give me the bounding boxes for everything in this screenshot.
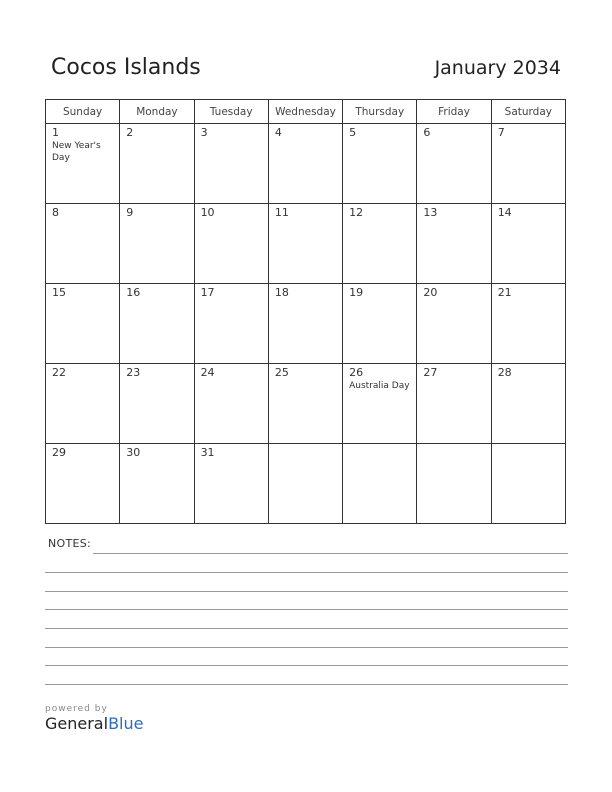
day-cell	[46, 364, 120, 444]
calendar-month-title: January 2034	[434, 57, 561, 79]
calendar-body	[46, 124, 566, 524]
notes-line	[45, 591, 568, 592]
notes-label: NOTES:	[48, 537, 92, 550]
brand-name-general: General	[45, 714, 109, 733]
day-number: 24	[200, 366, 215, 379]
day-cell	[491, 284, 565, 364]
generalblue-logo	[45, 704, 143, 733]
notes-line	[45, 665, 568, 666]
day-number: 8	[52, 206, 59, 219]
day-cell	[194, 124, 268, 204]
day-cell	[491, 364, 565, 444]
day-cell	[120, 204, 194, 284]
day-cell	[268, 444, 342, 524]
day-number: 15	[52, 286, 66, 299]
day-cell	[268, 364, 342, 444]
day-cell	[491, 124, 565, 204]
calendar-location-title: Cocos Islands	[51, 55, 201, 80]
day-number: 11	[274, 206, 289, 219]
day-number: 30	[126, 446, 141, 459]
weekday-header: Thursday	[343, 100, 417, 124]
weekday-header: Saturday	[491, 100, 565, 124]
day-number: 14	[497, 206, 512, 219]
day-number: 22	[52, 366, 66, 379]
day-number: 27	[423, 366, 438, 379]
day-cell	[268, 204, 342, 284]
day-number: 3	[200, 126, 208, 139]
day-cell	[46, 444, 120, 524]
day-cell	[491, 204, 565, 284]
day-number: 28	[497, 366, 512, 379]
day-cell	[268, 124, 342, 204]
notes-line	[45, 628, 568, 629]
day-number: 19	[349, 286, 364, 299]
day-cell	[120, 364, 194, 444]
day-number: 1	[52, 126, 59, 139]
day-cell	[46, 124, 120, 204]
day-cell	[343, 444, 417, 524]
day-number: 18	[274, 286, 289, 299]
day-number: 12	[349, 206, 364, 219]
day-number: 25	[274, 366, 289, 379]
day-number: 21	[497, 286, 512, 299]
day-cell	[120, 124, 194, 204]
day-number: 17	[200, 286, 215, 299]
brand-name	[45, 714, 143, 733]
day-number: 20	[423, 286, 438, 299]
day-number: 13	[423, 206, 438, 219]
day-number: 31	[200, 446, 215, 459]
day-number: 6	[423, 126, 431, 139]
weekday-header: Monday	[120, 100, 194, 124]
day-number: 16	[126, 286, 141, 299]
calendar-grid	[45, 99, 566, 524]
weekday-header: Sunday	[46, 100, 120, 124]
day-cell	[343, 284, 417, 364]
day-cell	[491, 444, 565, 524]
day-cell	[417, 364, 491, 444]
powered-by-text: powered by	[45, 704, 108, 714]
day-cell	[417, 284, 491, 364]
day-number: 10	[200, 206, 215, 219]
day-cell	[343, 364, 417, 444]
notes-line	[45, 609, 568, 610]
holiday-label: Australia Day	[349, 381, 410, 391]
day-number: 4	[274, 126, 282, 139]
day-cell	[46, 284, 120, 364]
day-cell	[194, 284, 268, 364]
week-row	[46, 364, 566, 444]
notes-line	[93, 553, 568, 554]
day-cell	[194, 204, 268, 284]
holiday-label: New Year's Day	[52, 141, 101, 163]
week-row	[46, 444, 566, 524]
week-row	[46, 204, 566, 284]
week-row	[46, 284, 566, 364]
day-cell	[120, 444, 194, 524]
day-number: 26	[349, 366, 364, 379]
notes-line	[45, 572, 568, 573]
day-number: 29	[52, 446, 66, 459]
weekday-header: Wednesday	[268, 100, 342, 124]
day-cell	[194, 444, 268, 524]
notes-line	[45, 684, 568, 685]
day-number: 9	[126, 206, 134, 219]
day-cell	[120, 284, 194, 364]
day-cell	[46, 204, 120, 284]
day-cell	[417, 204, 491, 284]
weekday-header: Friday	[417, 100, 491, 124]
day-cell	[343, 124, 417, 204]
day-number: 2	[126, 126, 134, 139]
weekday-header: Tuesday	[194, 100, 268, 124]
day-number: 5	[349, 126, 357, 139]
brand-name-blue: Blue	[108, 714, 144, 733]
notes-line	[45, 647, 568, 648]
day-cell	[268, 284, 342, 364]
day-cell	[417, 124, 491, 204]
week-row	[46, 124, 566, 204]
day-cell	[343, 204, 417, 284]
day-number: 7	[497, 126, 505, 139]
weekday-header-row	[46, 100, 566, 124]
day-cell	[417, 444, 491, 524]
day-number: 23	[126, 366, 141, 379]
day-cell	[194, 364, 268, 444]
